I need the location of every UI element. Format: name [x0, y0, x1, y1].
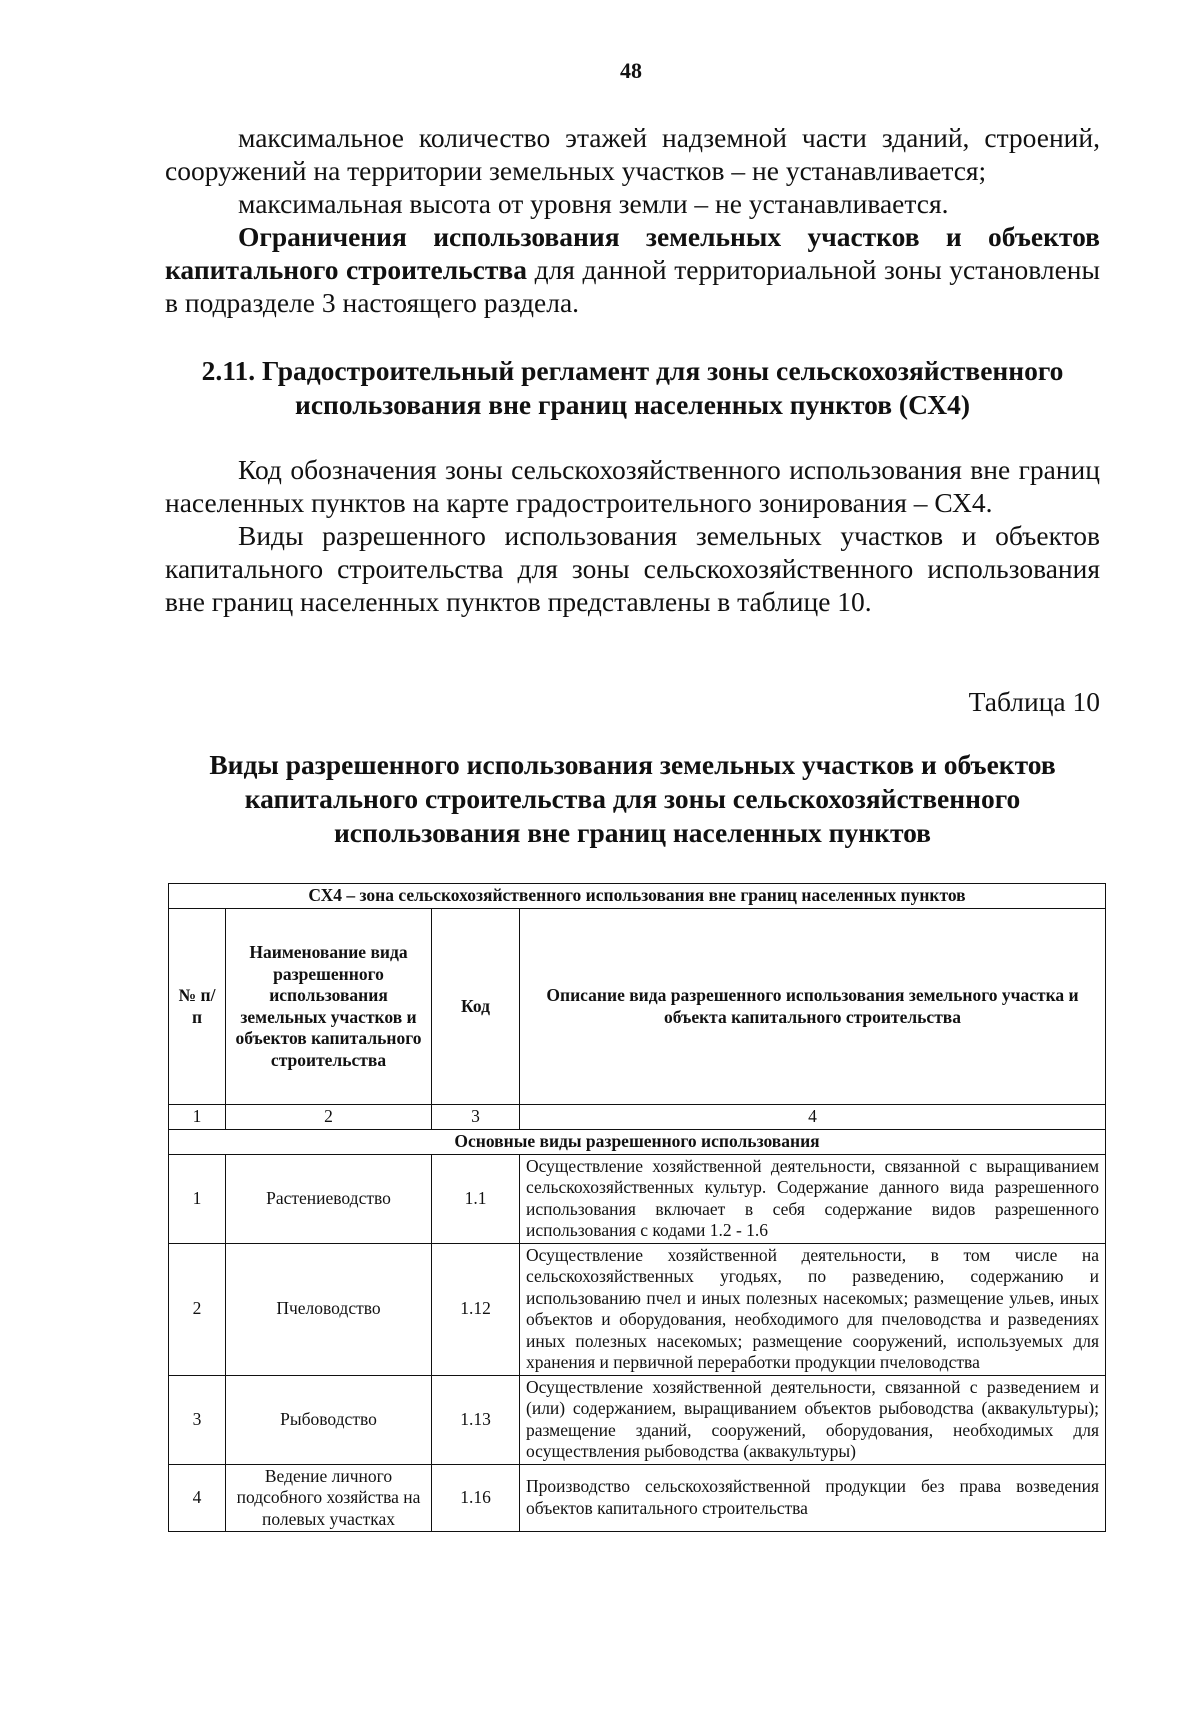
table-reference: Таблица 10 — [968, 686, 1100, 717]
column-number: 3 — [432, 1105, 520, 1130]
row-desc: Осуществление хозяйственной деятельности, связанной с выращиванием сельскохозяйственных культур. Содержание данного вида разрешенного использования включает в себя содержание видов разрешенного использования с кодами 1.2 - 1.6 — [520, 1154, 1106, 1243]
column-number: 1 — [169, 1105, 226, 1130]
table-title-line2: капитального строительства для зоны сельскохозяйственного — [244, 783, 1021, 814]
row-code: 1.1 — [432, 1154, 520, 1243]
page-number: 48 — [620, 58, 642, 83]
table-title-line3: использования вне границ населенных пунктов — [333, 817, 932, 848]
row-code: 1.13 — [432, 1375, 520, 1464]
table-row — [169, 1154, 1106, 1243]
table-header-row — [169, 909, 1106, 1105]
table-title — [165, 748, 1100, 850]
column-number: 2 — [226, 1105, 432, 1130]
header-desc: Описание вида разрешенного использования земельного участка и объекта капитального строительства — [520, 909, 1106, 1105]
restrictions-text: для данной территориальной зоны установлены в подразделе 3 настоящего раздела. — [165, 254, 1100, 318]
intro-paragraph-floors: максимальное количество этажей надземной части зданий, строений, сооружений на территории земельных участков – не устанавливается; — [165, 122, 1100, 186]
section-heading — [165, 354, 1100, 422]
intro-paragraph-restrictions — [165, 220, 1100, 319]
permitted-uses-paragraph: Виды разрешенного использования земельных участков и объектов капитального строительства для зоны сельскохозяйственного использования вне границ населенных пунктов представлены в таблице 10. — [165, 520, 1100, 617]
row-desc: Производство сельскохозяйственной продукции без права возведения объектов капитального строительства — [520, 1464, 1106, 1532]
zone-title-row — [169, 884, 1106, 909]
row-desc: Осуществление хозяйственной деятельности, связанной с разведением и (или) содержанием, выращиванием объектов рыбоводства (аквакультуры); размещение зданий, сооружений, оборудования, необходимых для осуществления рыбоводства (аквакультуры) — [520, 1375, 1106, 1464]
header-code: Код — [432, 909, 520, 1105]
permitted-uses-table — [168, 883, 1106, 1532]
zone-code-paragraph: Код обозначения зоны сельскохозяйственного использования вне границ населенных пунктов на карте градостроительного зонирования – СХ4. — [165, 454, 1100, 518]
row-desc: Осуществление хозяйственной деятельности, в том числе на сельскохозяйственных угодьях, по разведению, содержанию и использованию пчел и иных полезных насекомых; размещение ульев, иных объектов и оборудования, необходимого для пчеловодства и разведениях иных полезных насекомых; размещение сооружений, используемых для хранения и первичной переработки продукции пчеловодства — [520, 1243, 1106, 1375]
zone-title-cell: СХ4 – зона сельскохозяйственного использования вне границ населенных пунктов — [169, 884, 1106, 909]
row-num: 1 — [169, 1154, 226, 1243]
row-num: 2 — [169, 1243, 226, 1375]
section-text — [165, 453, 1100, 618]
header-num: № п/п — [169, 909, 226, 1105]
row-code: 1.12 — [432, 1243, 520, 1375]
row-name: Рыбоводство — [226, 1375, 432, 1464]
column-number: 4 — [520, 1105, 1106, 1130]
table-title-line1: Виды разрешенного использования земельных участков и объектов — [209, 749, 1056, 780]
row-num: 3 — [169, 1375, 226, 1464]
row-code: 1.16 — [432, 1464, 520, 1532]
section-heading-line1: 2.11. Градостроительный регламент для зоны сельскохозяйственного — [201, 355, 1064, 386]
row-num: 4 — [169, 1464, 226, 1532]
table-row — [169, 1375, 1106, 1464]
row-name: Растениеводство — [226, 1154, 432, 1243]
section-heading-line2: использования вне границ населенных пунктов (СХ4) — [294, 389, 971, 420]
row-name: Ведение личного подсобного хозяйства на полевых участках — [226, 1464, 432, 1532]
intro-text — [165, 121, 1100, 319]
column-number-row — [169, 1105, 1106, 1130]
table-row — [169, 1464, 1106, 1532]
group-title-row — [169, 1129, 1106, 1154]
group-title-cell: Основные виды разрешенного использования — [169, 1129, 1106, 1154]
table-row — [169, 1243, 1106, 1375]
intro-paragraph-height: максимальная высота от уровня земли – не устанавливается. — [238, 188, 949, 219]
row-name: Пчеловодство — [226, 1243, 432, 1375]
header-name: Наименование вида разрешенного использования земельных участков и объектов капитального строительства — [226, 909, 432, 1105]
restrictions-bold-text: Ограничения использования земельных участков и объектов капитального строительства — [165, 221, 1100, 285]
